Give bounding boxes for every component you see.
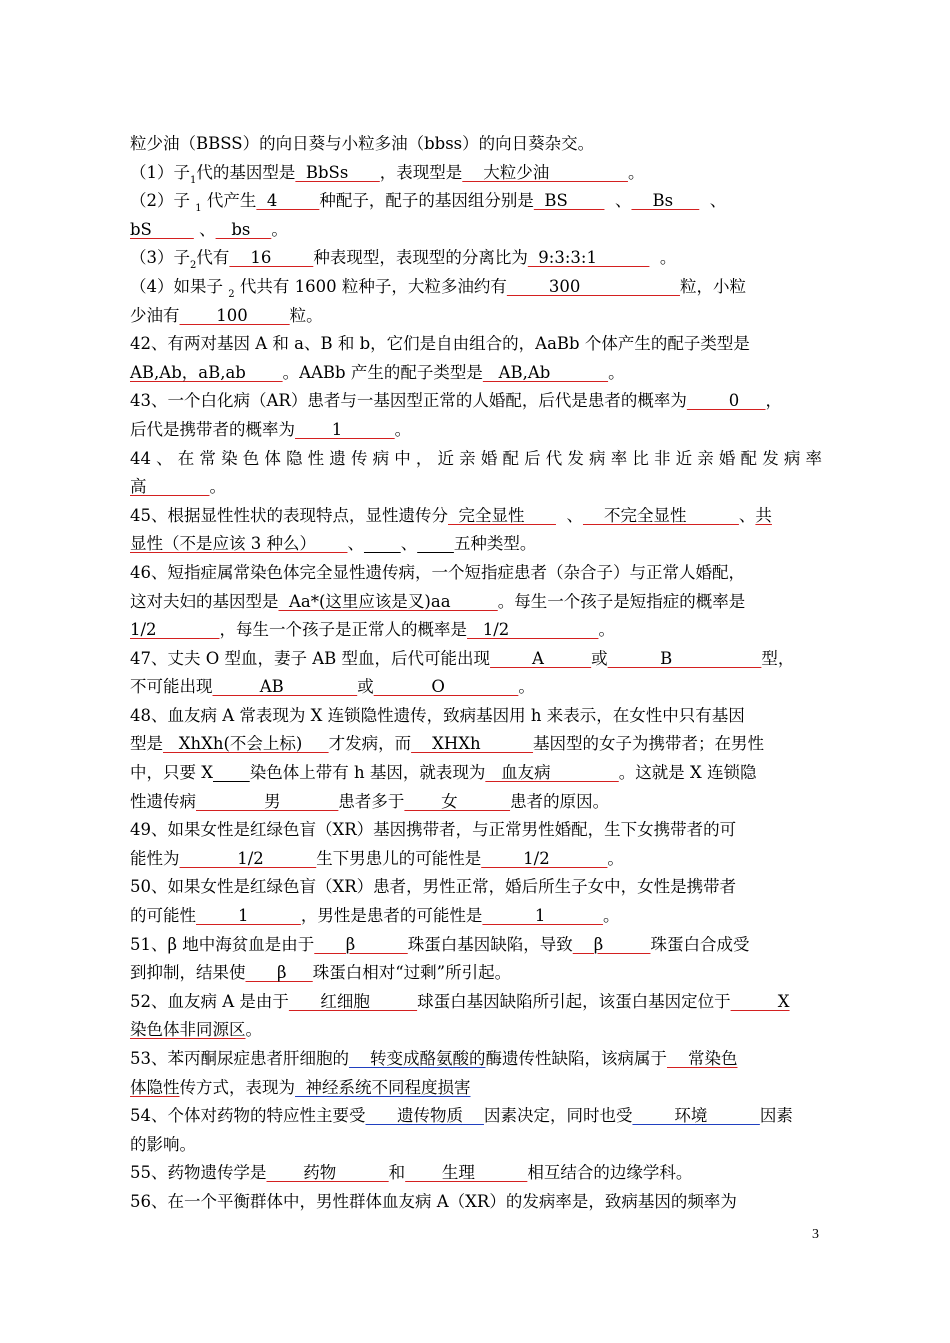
answer-blank: 遗传物质 (365, 1106, 484, 1126)
text-segment: 、 (604, 191, 632, 211)
text-segment: 因素决定，同时也受 (483, 1106, 633, 1126)
text-line (130, 273, 822, 302)
text-segment: 珠蛋白相对“过剩”所引起。 (312, 963, 512, 983)
answer-blank: bs (215, 219, 272, 239)
text-segment: 。 (209, 477, 226, 497)
text-line (130, 816, 822, 845)
answer-blank: 红细胞 (288, 991, 418, 1011)
text-line (130, 330, 822, 359)
text-line (130, 788, 822, 817)
text-segment: 56、在一个平衡群体中，男性群体血友病 A（XR）的发病率是，致病基因的频率为 (130, 1191, 737, 1211)
text-line (130, 588, 822, 617)
answer-blank: bS (130, 219, 194, 239)
text-segment: 球蛋白基因缺陷所引起，该蛋白基因定位于 (417, 991, 731, 1011)
text-line (130, 473, 822, 502)
answer-blank: B (607, 648, 762, 668)
text-segment: 。 (608, 362, 625, 382)
answer-blank: 9:3:3:1 (527, 248, 650, 268)
text-segment: 性遗传病 (130, 791, 196, 811)
answer-blank: 16 (229, 248, 314, 268)
text-segment: 。 (245, 1020, 262, 1040)
text-segment: 的可能性 (130, 906, 196, 926)
text-segment: 42、有两对基因 A 和 a、B 和 b，它们是自由组合的，AaBb 个体产生的配子类型是 (130, 334, 750, 354)
answer-blank: 不完全显性 (582, 505, 739, 525)
answer-blank: 常染色 (666, 1049, 738, 1068)
text-line (130, 673, 822, 702)
text-segment: ，每生一个孩子是正常人的概率是 (219, 620, 467, 640)
text-segment: 。AABb 产生的配子类型是 (282, 362, 483, 382)
text-segment: 51、β 地中海贫血是由于 (130, 934, 315, 954)
text-line (130, 502, 822, 531)
text-segment: 酶遗传性缺陷，该病属于 (485, 1049, 667, 1068)
text-line (130, 416, 822, 445)
answer-blank: 完全显性 (448, 505, 556, 525)
text-segment: 代共有 1600 粒种子，大粒多油约有 (234, 276, 507, 296)
answer-blank: 1/2 (481, 848, 608, 868)
text-segment: 54、个体对药物的特应性主要受 (130, 1106, 366, 1126)
text-segment: 。 (607, 848, 624, 868)
text-segment: 、 (347, 534, 364, 554)
text-segment: 的影响。 (130, 1134, 196, 1154)
text-segment: 。 (649, 248, 677, 268)
text-segment: 。 (598, 620, 615, 640)
text-segment: 生下男患儿的可能性是 (316, 848, 482, 868)
answer-blank: 男 (196, 791, 339, 811)
text-segment: 和 (388, 1163, 406, 1183)
text-line (130, 873, 822, 902)
answer-blank: 体隐性 (130, 1077, 180, 1097)
text-segment: 相互结合的边缘学科。 (527, 1163, 693, 1183)
text-segment: 。 (603, 906, 620, 926)
text-line (130, 616, 822, 645)
subscript: 1 (190, 174, 197, 186)
text-segment: 47、丈夫 O 型血，妻子 AB 型血，后代可能出现 (130, 648, 491, 668)
text-segment: 珠蛋白基因缺陷，导致 (407, 934, 573, 954)
answer-blank (364, 534, 401, 553)
text-segment: ， (765, 391, 783, 411)
answer-blank: 1/2 (130, 620, 220, 640)
text-segment: 或 (357, 677, 374, 697)
text-segment: 43、一个白化病（AR）患者与一基因型正常的人婚配，后代是患者的概率为 (130, 391, 687, 411)
answer-blank: AB,Ab (482, 362, 609, 382)
answer-blank: BS (533, 191, 605, 211)
answer-blank (213, 763, 250, 782)
text-line (130, 559, 822, 588)
text-segment: 、 (738, 505, 756, 525)
text-line (130, 359, 822, 388)
text-segment: 55、药物遗传学是 (130, 1163, 267, 1183)
text-segment: 种配子，配子的基因组分别是 (319, 191, 534, 211)
text-line (130, 130, 822, 159)
answer-blank: 染色体非同源区 (130, 1020, 246, 1040)
answer-blank: β (314, 934, 408, 954)
text-segment: 代有 (196, 248, 230, 268)
text-line (130, 216, 822, 245)
text-segment: 这对夫妇的基因型是 (130, 591, 279, 611)
text-line (130, 902, 822, 931)
page-number: 3 (812, 1227, 819, 1242)
text-segment: 代的基因型是 (196, 162, 296, 182)
text-line (130, 387, 822, 416)
text-segment: 患者多于 (338, 791, 405, 811)
text-segment: 代产生 (201, 191, 257, 211)
subscript: 2 (228, 288, 235, 300)
answer-blank: β (572, 934, 651, 954)
text-line (130, 959, 822, 988)
answer-blank: AB (212, 677, 358, 697)
text-segment: 。 (627, 162, 645, 182)
answer-blank: 4 (256, 191, 320, 211)
answer-blank: 1/2 (179, 848, 317, 868)
answer-blank: AB,Ab，aB,ab (130, 362, 283, 382)
text-segment: 、 (193, 219, 216, 239)
text-line (130, 1102, 822, 1131)
text-line (130, 988, 822, 1017)
text-line (130, 530, 822, 559)
text-line (130, 1074, 822, 1103)
text-segment: 、 (555, 505, 583, 525)
text-segment: 44、在常染色体隐性遗传病中，近亲婚配后代发病率比非近亲婚配发病率 (130, 448, 822, 468)
text-line (130, 845, 822, 874)
text-segment: 珠蛋白合成受 (650, 934, 750, 954)
text-segment: 48、血友病 A 常表现为 X 连锁隐性遗传，致病基因用 h 来表示，在女性中只有基因 (130, 705, 745, 725)
answer-blank: 300 (506, 276, 680, 296)
text-segment: （4）如果子 (130, 276, 229, 296)
text-segment: 。 (518, 677, 535, 697)
answer-blank: 共 (755, 505, 772, 525)
answer-blank: X (730, 991, 790, 1011)
text-segment: 。 (394, 419, 412, 439)
text-segment: 、 (699, 191, 727, 211)
answer-blank: 1 (196, 906, 301, 926)
answer-blank: 环境 (632, 1106, 760, 1126)
subscript: 2 (190, 260, 197, 272)
text-line (130, 1188, 822, 1217)
answer-blank: 神经系统不同程度损害 (295, 1077, 471, 1097)
text-segment: 粒。 (289, 305, 323, 325)
answer-blank: A (490, 648, 592, 668)
text-segment: 五种类型。 (453, 534, 537, 554)
answer-blank: 大粒少油 (462, 162, 628, 182)
text-segment: 粒少油（BBSS）的向日葵与小粒多油（bbss）的向日葵杂交。 (130, 134, 595, 153)
text-line (130, 1131, 822, 1160)
text-segment: 型， (761, 648, 795, 668)
text-line (130, 302, 822, 331)
document-body (130, 130, 822, 1217)
text-segment: 染色体上带有 h 基因，就表现为 (249, 763, 486, 783)
text-segment: 。这就是 X 连锁隐 (618, 763, 757, 783)
text-segment: 或 (591, 648, 608, 668)
text-segment: 中，只要 X (130, 763, 213, 783)
text-line (130, 244, 822, 273)
text-segment: 种表现型，表现型的分离比为 (313, 248, 528, 268)
text-line (130, 445, 822, 474)
text-segment: 、 (400, 534, 418, 554)
answer-blank: 药物 (266, 1163, 389, 1183)
answer-blank: 显性（不是应该 3 种么） (130, 534, 348, 554)
answer-blank: 1/2 (467, 620, 599, 640)
text-segment: ，表现型是 (379, 162, 463, 182)
answer-blank: 高 (130, 477, 210, 497)
answer-blank: 女 (404, 791, 511, 811)
subscript: 1 (195, 203, 202, 215)
text-line (130, 159, 822, 188)
answer-blank: Aa*(这里应该是叉)aa (278, 591, 498, 611)
text-line (130, 759, 822, 788)
text-segment: 因素 (759, 1106, 793, 1126)
text-segment: 。 (271, 219, 288, 239)
text-segment: （1）子 (130, 162, 190, 182)
text-segment: 。每生一个孩子是短指症的概率是 (497, 591, 746, 611)
answer-blank: 转变成酪氨酸的 (349, 1049, 486, 1068)
answer-blank: 血友病 (485, 763, 619, 783)
answer-blank: 0 (686, 391, 766, 411)
text-segment: （2）子 (130, 191, 196, 211)
text-segment: 49、如果女性是红绿色盲（XR）基因携带者，与正常男性婚配，生下女携带者的可 (130, 820, 737, 840)
text-line (130, 931, 822, 960)
text-segment: 后代是携带者的概率为 (130, 419, 295, 439)
text-segment: 到抑制，结果使 (130, 963, 246, 983)
text-segment: 53、苯丙酮尿症患者肝细胞的 (130, 1049, 349, 1068)
text-segment: 46、短指症属常染色体完全显性遗传病，一个短指症患者（杂合子）与正常人婚配， (130, 562, 745, 582)
text-line (130, 730, 822, 759)
text-line (130, 1045, 822, 1074)
answer-blank: BbSs (295, 162, 380, 182)
answer-blank: 100 (179, 305, 290, 325)
answer-blank: XhXh(不会上标) (163, 734, 329, 754)
text-segment: 45、根据显性性状的表现特点，显性遗传分 (130, 505, 448, 525)
text-segment: 不可能出现 (130, 677, 213, 697)
text-segment: 少油有 (130, 305, 180, 325)
text-segment: 50、如果女性是红绿色盲（XR）患者，男性正常，婚后所生子女中，女性是携带者 (130, 877, 737, 897)
text-segment: ，男性是患者的可能性是 (300, 906, 483, 926)
text-segment: 基因型的女子为携带者；在男性 (533, 734, 765, 754)
text-segment: 才发病，而 (328, 734, 412, 754)
text-segment: 传方式，表现为 (179, 1077, 295, 1097)
text-segment: 能性为 (130, 848, 180, 868)
text-segment: 型是 (130, 734, 163, 754)
text-line (130, 645, 822, 674)
answer-blank: XHXh (411, 734, 534, 754)
text-segment: 52、血友病 A 是由于 (130, 991, 289, 1011)
text-line (130, 1159, 822, 1188)
answer-blank: 1 (482, 906, 604, 926)
answer-blank: β (245, 963, 313, 983)
text-line (130, 1016, 822, 1045)
text-line (130, 187, 822, 216)
text-segment: 患者的原因。 (510, 791, 610, 811)
text-line (130, 702, 822, 731)
answer-blank: O (373, 677, 519, 697)
answer-blank: 1 (295, 419, 395, 439)
text-segment: （3）子 (130, 248, 190, 268)
answer-blank: 生理 (405, 1163, 528, 1183)
answer-blank: Bs (631, 191, 700, 211)
answer-blank (417, 534, 454, 553)
text-segment: 粒，小粒 (679, 276, 746, 296)
